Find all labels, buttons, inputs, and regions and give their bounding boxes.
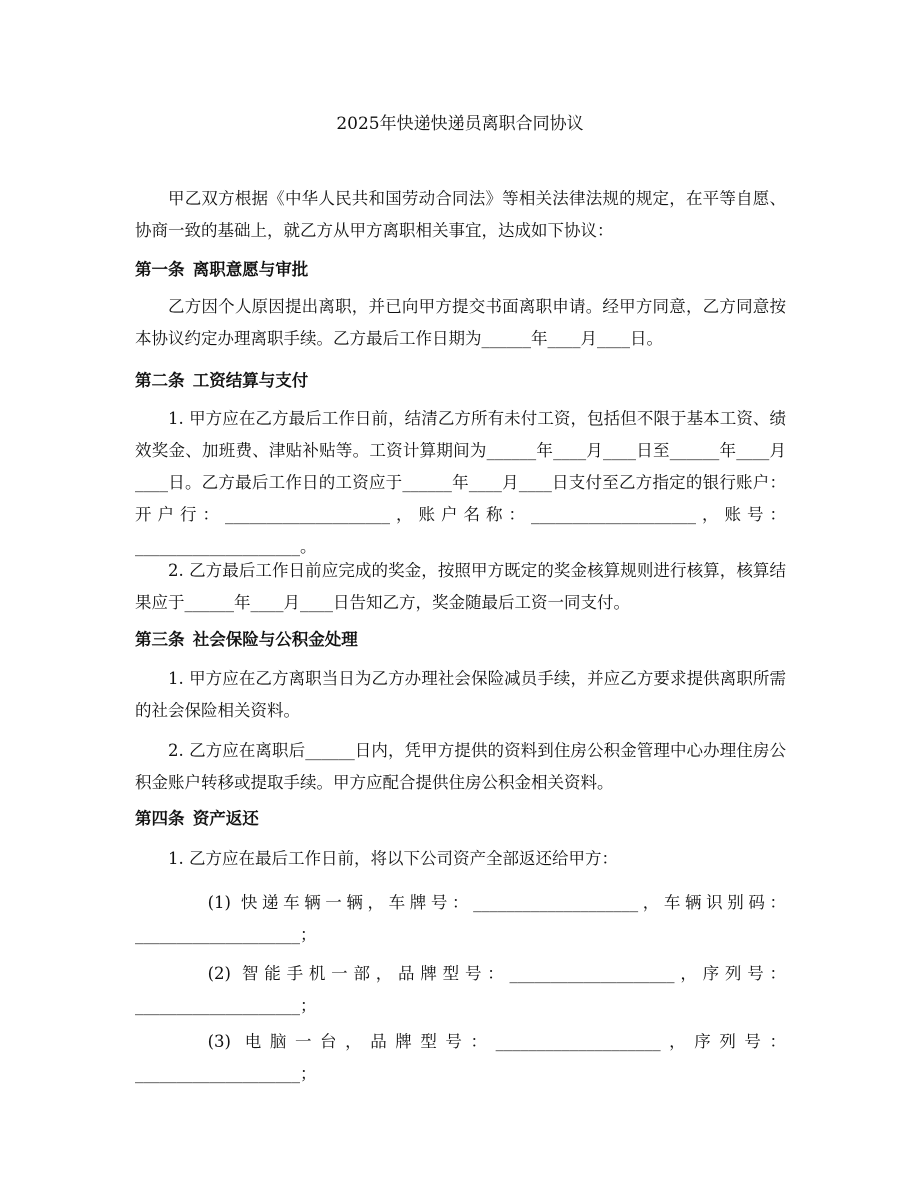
asset-item-phone: (2) 智能手机一部，品牌型号：____________________，序列号：____________________； [135, 964, 786, 1015]
section-3-heading [135, 628, 786, 652]
section-3-paragraph-1: 1. 甲方应在乙方离职当日为乙方办理社会保险减员手续，并应乙方要求提供离职所需的社会保险相关资料。 [135, 669, 786, 720]
section-1-number: 第一条 [135, 260, 185, 279]
asset-item-computer: (3) 电脑一台，品牌型号：____________________，序列号：____________________； [135, 1032, 786, 1083]
section-2-paragraph-1: 1. 甲方应在乙方最后工作日前，结清乙方所有未付工资，包括但不限于基本工资、绩效奖金、加班费、津贴补贴等。工资计算期间为______年____月____日至______年____月____日。乙方最后工作日的工资应于______年____月____日支付至乙方指定的银行账户：开户行：____________________，账户名称：____________________，账号：____________________。 [135, 409, 786, 556]
section-2-number: 第二条 [135, 371, 185, 390]
asset-item-vehicle: (1) 快递车辆一辆，车牌号：____________________，车辆识别码：____________________； [135, 893, 786, 944]
section-1-title: 离职意愿与审批 [192, 260, 309, 279]
section-1-heading [135, 258, 786, 282]
section-2-title: 工资结算与支付 [192, 371, 309, 390]
section-4-paragraph-1: 1. 乙方应在最后工作日前，将以下公司资产全部返还给甲方： [168, 849, 618, 868]
section-2-paragraph-2: 2. 乙方最后工作日前应完成的奖金，按照甲方既定的奖金核算规则进行核算，核算结果应于______年____月____日告知乙方，奖金随最后工资一同支付。 [135, 561, 786, 612]
section-4-heading [135, 807, 786, 831]
section-4-number: 第四条 [135, 809, 185, 828]
section-3-number: 第三条 [135, 630, 185, 649]
section-3-paragraph-2: 2. 乙方应在离职后______日内，凭甲方提供的资料到住房公积金管理中心办理住房公积金账户转移或提取手续。甲方应配合提供住房公积金相关资料。 [135, 741, 786, 792]
section-3-title: 社会保险与公积金处理 [192, 630, 358, 649]
section-2-heading [135, 369, 786, 393]
section-1-paragraph-1: 乙方因个人原因提出离职，并已向甲方提交书面离职申请。经甲方同意，乙方同意按本协议约定办理离职手续。乙方最后工作日期为______年____月____日。 [135, 297, 786, 348]
intro-paragraph: 甲乙双方根据《中华人民共和国劳动合同法》等相关法律法规的规定，在平等自愿、协商一致的基础上，就乙方从甲方离职相关事宜，达成如下协议： [135, 189, 786, 240]
section-4-title: 资产返还 [192, 809, 259, 828]
document-title: 2025年快递快递员离职合同协议 [336, 114, 584, 134]
